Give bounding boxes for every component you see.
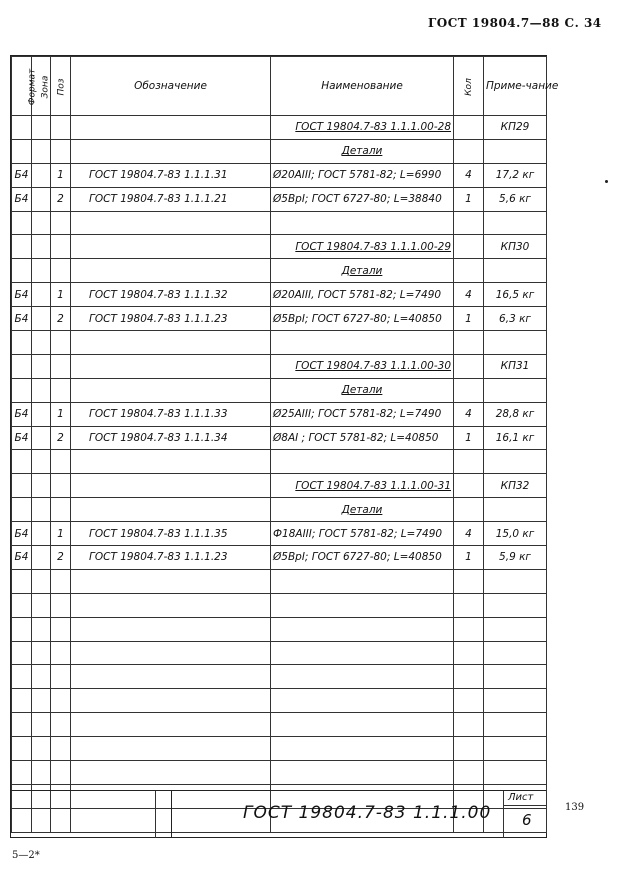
cell-designation (71, 259, 271, 283)
cell-name: Детали (271, 259, 454, 283)
cell-format (12, 211, 32, 235)
col-designation-header: Обозначение (71, 57, 271, 116)
cell-pos (51, 569, 71, 593)
cell-zone (32, 522, 51, 546)
page-header: ГОСТ 19804.7—88 С. 34 (428, 16, 602, 30)
cell-format (12, 689, 32, 713)
cell-designation (71, 737, 271, 761)
cell-qty (454, 116, 484, 140)
cell-designation (71, 474, 271, 498)
cell-designation (71, 211, 271, 235)
cell-format (12, 665, 32, 689)
cell-qty (454, 689, 484, 713)
cell-zone (32, 235, 51, 259)
cell-note (484, 665, 547, 689)
cell-pos (51, 617, 71, 641)
cell-designation: ГОСТ 19804.7-83 1.1.1.21 (71, 187, 271, 211)
cell-note (484, 378, 547, 402)
cell-pos (51, 498, 71, 522)
cell-format: Б4 (12, 187, 32, 211)
table-row (12, 402, 547, 426)
cell-qty (454, 665, 484, 689)
cell-name: Ø5ВрI; ГОСТ 6727-80; L=40850 (271, 546, 454, 570)
col-qty-header: Кол (454, 57, 484, 116)
cell-name: Ø20АIII; ГОСТ 5781-82; L=6990 (271, 163, 454, 187)
cell-note (484, 211, 547, 235)
cell-zone (32, 665, 51, 689)
cell-note: КП29 (484, 116, 547, 140)
document-code: ГОСТ 19804.7-83 1.1.1.00 (243, 803, 492, 823)
side-page-number: 139 (565, 802, 585, 813)
cell-zone (32, 569, 51, 593)
cell-pos (51, 474, 71, 498)
cell-name (271, 211, 454, 235)
cell-format: Б4 (12, 283, 32, 307)
cell-note: 16,5 кг (484, 283, 547, 307)
cell-pos (51, 235, 71, 259)
cell-format: Б4 (12, 163, 32, 187)
cell-designation (71, 761, 271, 785)
cell-pos (51, 737, 71, 761)
cell-pos (51, 593, 71, 617)
cell-zone (32, 283, 51, 307)
table-row (12, 426, 547, 450)
cell-note (484, 641, 547, 665)
cell-note: 16,1 кг (484, 426, 547, 450)
cell-qty (454, 761, 484, 785)
cell-zone (32, 163, 51, 187)
cell-note: КП31 (484, 354, 547, 378)
cell-note: 5,6 кг (484, 187, 547, 211)
cell-designation (71, 378, 271, 402)
cell-pos (51, 116, 71, 140)
cell-qty (454, 737, 484, 761)
cell-designation: ГОСТ 19804.7-83 1.1.1.34 (71, 426, 271, 450)
cell-pos (51, 331, 71, 355)
table-row (12, 331, 547, 355)
table-row (12, 211, 547, 235)
cell-pos: 1 (51, 163, 71, 187)
table-row (12, 139, 547, 163)
table-row (12, 737, 547, 761)
table-row (12, 235, 547, 259)
cell-pos (51, 139, 71, 163)
cell-zone (32, 259, 51, 283)
cell-zone (32, 713, 51, 737)
cell-note: 15,0 кг (484, 522, 547, 546)
cell-format (12, 593, 32, 617)
cell-name (271, 331, 454, 355)
cell-name: Ø5ВрI; ГОСТ 6727-80; L=38840 (271, 187, 454, 211)
cell-pos (51, 689, 71, 713)
cell-note: 28,8 кг (484, 402, 547, 426)
cell-name: ГОСТ 19804.7-83 1.1.1.00-31 (271, 474, 454, 498)
cell-zone (32, 474, 51, 498)
cell-note: 5,9 кг (484, 546, 547, 570)
cell-name (271, 569, 454, 593)
cell-qty (454, 474, 484, 498)
cell-name: Ø25АIII; ГОСТ 5781-82; L=7490 (271, 402, 454, 426)
cell-zone (32, 187, 51, 211)
table-row (12, 283, 547, 307)
cell-designation: ГОСТ 19804.7-83 1.1.1.23 (71, 307, 271, 331)
col-pos-header: Поз (51, 57, 71, 116)
cell-designation (71, 569, 271, 593)
cell-format (12, 641, 32, 665)
cell-name: Детали (271, 378, 454, 402)
cell-zone (32, 450, 51, 474)
cell-pos (51, 378, 71, 402)
cell-name (271, 641, 454, 665)
cell-note (484, 761, 547, 785)
table-row (12, 378, 547, 402)
cell-format: Б4 (12, 522, 32, 546)
cell-note (484, 331, 547, 355)
cell-name (271, 617, 454, 641)
cell-zone (32, 761, 51, 785)
cell-zone (32, 402, 51, 426)
cell-zone (32, 378, 51, 402)
cell-designation (71, 354, 271, 378)
cell-designation (71, 665, 271, 689)
cell-designation: ГОСТ 19804.7-83 1.1.1.35 (71, 522, 271, 546)
cell-pos: 1 (51, 283, 71, 307)
cell-pos: 2 (51, 426, 71, 450)
cell-name (271, 450, 454, 474)
cell-pos: 1 (51, 402, 71, 426)
cell-designation (71, 689, 271, 713)
cell-designation: ГОСТ 19804.7-83 1.1.1.23 (71, 546, 271, 570)
cell-pos (51, 665, 71, 689)
cell-qty (454, 593, 484, 617)
cell-name: Ø20АIII, ГОСТ 5781-82; L=7490 (271, 283, 454, 307)
cell-zone (32, 139, 51, 163)
table-row (12, 665, 547, 689)
cell-designation (71, 116, 271, 140)
table-row (12, 522, 547, 546)
cell-name: ГОСТ 19804.7-83 1.1.1.00-28 (271, 116, 454, 140)
cell-name (271, 737, 454, 761)
cell-zone (32, 641, 51, 665)
cell-pos (51, 761, 71, 785)
cell-qty (454, 211, 484, 235)
cell-format (12, 617, 32, 641)
cell-name: ГОСТ 19804.7-83 1.1.1.00-29 (271, 235, 454, 259)
cell-qty (454, 235, 484, 259)
table-row (12, 498, 547, 522)
cell-name: Детали (271, 139, 454, 163)
table-row (12, 307, 547, 331)
table-row (12, 617, 547, 641)
cell-format (12, 737, 32, 761)
cell-qty (454, 617, 484, 641)
cell-zone (32, 498, 51, 522)
table-row (12, 713, 547, 737)
cell-format (12, 378, 32, 402)
cell-note (484, 593, 547, 617)
title-block (11, 790, 546, 838)
cell-designation (71, 498, 271, 522)
cell-qty: 4 (454, 163, 484, 187)
cell-designation: ГОСТ 19804.7-83 1.1.1.32 (71, 283, 271, 307)
cell-pos (51, 641, 71, 665)
table-row (12, 689, 547, 713)
cell-qty: 1 (454, 187, 484, 211)
table-row (12, 546, 547, 570)
cell-zone (32, 354, 51, 378)
sheet-label: Лист (508, 792, 534, 803)
cell-note: 6,3 кг (484, 307, 547, 331)
cell-format: Б4 (12, 426, 32, 450)
scan-speck (605, 180, 608, 183)
sheet-number: 6 (522, 811, 532, 829)
cell-zone (32, 331, 51, 355)
cell-zone (32, 617, 51, 641)
cell-name (271, 665, 454, 689)
cell-qty (454, 498, 484, 522)
cell-qty (454, 378, 484, 402)
cell-format (12, 116, 32, 140)
table-row (12, 761, 547, 785)
cell-name: Детали (271, 498, 454, 522)
cell-note (484, 259, 547, 283)
cell-name: Ø8АI ; ГОСТ 5781-82; L=40850 (271, 426, 454, 450)
cell-pos: 1 (51, 522, 71, 546)
table-header-row (12, 57, 547, 116)
cell-note: КП32 (484, 474, 547, 498)
cell-format: Б4 (12, 402, 32, 426)
cell-designation: ГОСТ 19804.7-83 1.1.1.33 (71, 402, 271, 426)
cell-zone (32, 689, 51, 713)
cell-qty (454, 259, 484, 283)
cell-name (271, 761, 454, 785)
cell-note: КП30 (484, 235, 547, 259)
cell-zone (32, 546, 51, 570)
cell-designation (71, 593, 271, 617)
cell-format (12, 713, 32, 737)
cell-designation (71, 617, 271, 641)
table-row (12, 354, 547, 378)
cell-qty (454, 641, 484, 665)
cell-note (484, 737, 547, 761)
cell-qty: 1 (454, 546, 484, 570)
cell-pos (51, 354, 71, 378)
cell-name: Ф18АIII; ГОСТ 5781-82; L=7490 (271, 522, 454, 546)
cell-name (271, 713, 454, 737)
col-zone-header: Зона (32, 57, 51, 116)
cell-pos (51, 713, 71, 737)
table-row (12, 116, 547, 140)
col-note-header: Приме-чание (484, 57, 547, 116)
cell-designation (71, 235, 271, 259)
cell-qty: 1 (454, 426, 484, 450)
cell-note (484, 498, 547, 522)
table-row (12, 163, 547, 187)
cell-format (12, 569, 32, 593)
specification-table (11, 56, 559, 833)
cell-zone (32, 307, 51, 331)
cell-format: Б4 (12, 307, 32, 331)
cell-pos: 2 (51, 187, 71, 211)
cell-designation (71, 331, 271, 355)
cell-note (484, 569, 547, 593)
cell-note (484, 617, 547, 641)
cell-qty: 4 (454, 283, 484, 307)
cell-format (12, 139, 32, 163)
cell-pos: 2 (51, 307, 71, 331)
cell-qty (454, 331, 484, 355)
cell-format (12, 259, 32, 283)
cell-qty (454, 139, 484, 163)
cell-note: 17,2 кг (484, 163, 547, 187)
cell-zone (32, 737, 51, 761)
cell-qty: 4 (454, 522, 484, 546)
cell-qty (454, 450, 484, 474)
cell-note (484, 139, 547, 163)
table-row (12, 641, 547, 665)
cell-note (484, 713, 547, 737)
cell-format (12, 354, 32, 378)
cell-zone (32, 211, 51, 235)
cell-zone (32, 426, 51, 450)
cell-zone (32, 116, 51, 140)
cell-format (12, 450, 32, 474)
cell-pos (51, 211, 71, 235)
cell-format (12, 331, 32, 355)
footer-mark: 5—2* (12, 850, 40, 861)
table-row (12, 593, 547, 617)
cell-qty (454, 569, 484, 593)
cell-format (12, 761, 32, 785)
cell-format (12, 235, 32, 259)
cell-note (484, 689, 547, 713)
cell-zone (32, 593, 51, 617)
cell-pos: 2 (51, 546, 71, 570)
table-row (12, 187, 547, 211)
cell-name (271, 689, 454, 713)
table-row (12, 569, 547, 593)
cell-format (12, 474, 32, 498)
cell-format: Б4 (12, 546, 32, 570)
cell-designation (71, 450, 271, 474)
cell-designation: ГОСТ 19804.7-83 1.1.1.31 (71, 163, 271, 187)
table-row (12, 450, 547, 474)
cell-designation (71, 713, 271, 737)
cell-name: Ø5ВрI; ГОСТ 6727-80; L=40850 (271, 307, 454, 331)
col-name-header: Наименование (271, 57, 454, 116)
cell-pos (51, 259, 71, 283)
table-row (12, 259, 547, 283)
col-format-header: Формат (12, 57, 32, 116)
cell-pos (51, 450, 71, 474)
cell-format (12, 498, 32, 522)
cell-name (271, 593, 454, 617)
cell-qty (454, 354, 484, 378)
cell-qty: 4 (454, 402, 484, 426)
cell-note (484, 450, 547, 474)
cell-designation (71, 641, 271, 665)
cell-qty: 1 (454, 307, 484, 331)
cell-qty (454, 713, 484, 737)
cell-name: ГОСТ 19804.7-83 1.1.1.00-30 (271, 354, 454, 378)
table-row (12, 474, 547, 498)
cell-designation (71, 139, 271, 163)
